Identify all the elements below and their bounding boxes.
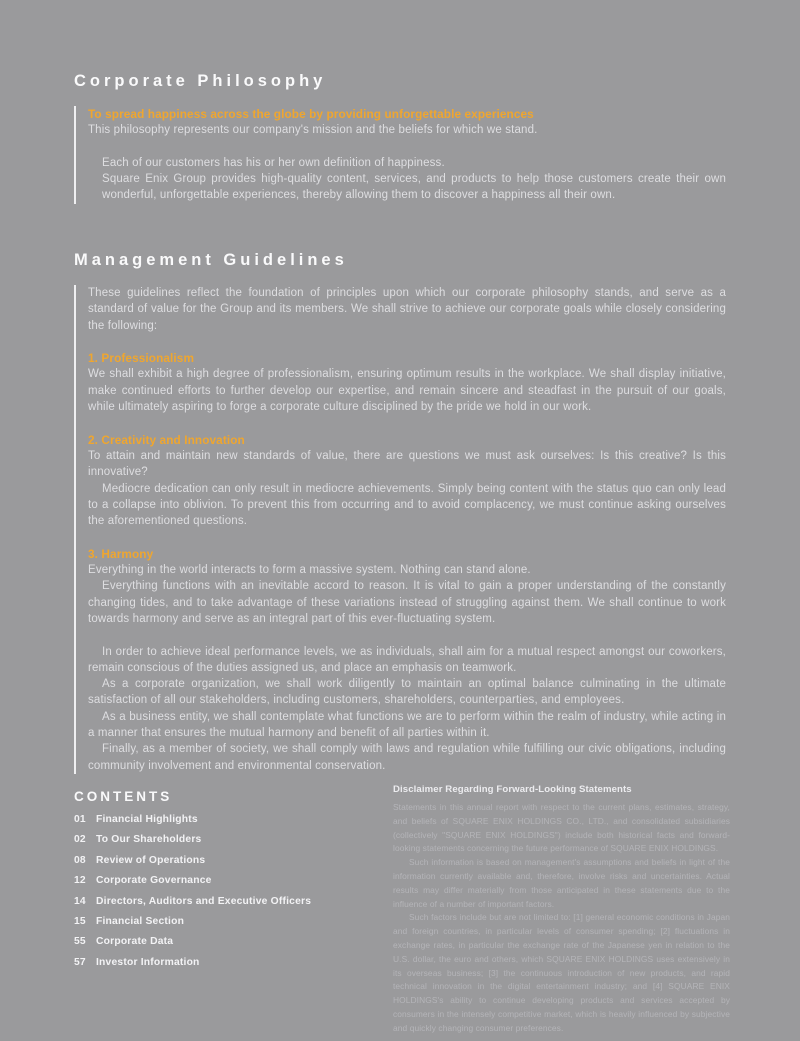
contents-item-label: Investor Information	[96, 956, 200, 968]
contents-item-label: Financial Highlights	[96, 814, 198, 825]
guideline-section-professionalism	[88, 350, 726, 415]
contents-item	[74, 875, 311, 895]
contents-section	[74, 789, 311, 977]
contents-item	[74, 814, 311, 834]
disclaimer-body	[393, 801, 730, 1036]
guideline-section-creativity	[88, 432, 726, 530]
contents-item-label: Financial Section	[96, 915, 185, 927]
guideline-paragraph: Everything in the world interacts to form a massive system. Nothing can stand alone.	[88, 564, 531, 577]
contents-item-page-number: 57	[74, 956, 86, 968]
disclaimer-section	[393, 784, 730, 1036]
disclaimer-title: Disclaimer Regarding Forward-Looking Statements	[393, 784, 632, 795]
contents-item-label: Corporate Governance	[96, 875, 212, 887]
corporate-philosophy-title: Corporate Philosophy	[74, 72, 327, 90]
disclaimer-paragraph: Such factors include but are not limited to: [1] general economic conditions in Japan and foreign countries, in particular levels of consumer spending; [2] fluctuations in exchange rates, in particular the exchange rate of the Japanese yen in relation to the U.S. dollar, the euro and others, which SQUARE ENIX HOLDINGS uses extensively in its overseas business; [3] the continuous introduction of new products, and rapid technical innovation in the digital entertainment industry; and [4] SQUARE ENIX HOLDINGS's ability to continue developing products and services accepted by consumers in the intensely competitive market, which is heavily influenced by subjective and quickly changing consumer preferences.	[393, 912, 730, 1033]
contents-item-page-number: 14	[74, 895, 86, 907]
guideline-paragraph: To attain and maintain new standards of value, there are questions we must ask ourselves: Is this creative? Is this innovative?	[88, 449, 726, 479]
corporate-philosophy-block	[74, 106, 726, 204]
contents-item-label: Review of Operations	[96, 854, 206, 866]
philosophy-body-line: Square Enix Group provides high-quality content, services, and products to help those customers create their own wonderful, unforgettable experiences, thereby allowing them to discover a happiness all their own.	[102, 173, 726, 202]
guideline-paragraph: Mediocre dedication can only result in mediocre achievements. Simply being content with the status quo can only lead to a collapse into oblivion. To prevent this from occurring and to avoid complacency, we must continue asking ourselves the aforementioned questions.	[88, 482, 726, 528]
guideline-paragraph: We shall exhibit a high degree of professionalism, ensuring optimum results in the workplace. We shall display initiative, make continued efforts to further develop our expertise, and remain sincere and steadfast in the pursuit of our goals, while ultimately aspiring to forge a corporate culture disciplined by the pride we hold in our work.	[88, 368, 726, 414]
philosophy-body-line: Each of our customers has his or her own definition of happiness.	[102, 156, 445, 169]
management-guidelines-block	[74, 285, 726, 774]
contents-item	[74, 916, 311, 936]
guideline-paragraph: Everything functions with an inevitable accord to reason. It is vital to gain a proper understanding of the constantly changing tides, and to take advantage of these variations instead of struggling against them. We shall continue to work towards harmony and serve as an integral part of this ever-fluctuating system.	[88, 580, 726, 625]
contents-item-label: Corporate Data	[96, 936, 174, 948]
contents-item-page-number: 55	[74, 936, 86, 948]
contents-list	[74, 814, 311, 977]
guideline-heading: 1. Professionalism	[88, 351, 195, 366]
philosophy-tagline: To spread happiness across the globe by providing unforgettable experiences	[88, 107, 534, 121]
contents-item	[74, 936, 311, 956]
contents-item-label: To Our Shareholders	[96, 834, 202, 846]
contents-item	[74, 855, 311, 875]
management-guidelines-title: Management Guidelines	[74, 251, 348, 269]
guideline-heading: 3. Harmony	[88, 546, 154, 561]
philosophy-body	[102, 155, 726, 204]
contents-item	[74, 957, 311, 977]
guidelines-closing-paragraph: In order to achieve ideal performance levels, we as individuals, shall aim for a mutual respect amongst our coworkers, remain conscious of the duties assigned us, and place an emphasis on teamwork.	[88, 645, 726, 674]
guidelines-intro: These guidelines reflect the foundation of principles upon which our corporate philosophy stands, and serve as a standard of value for the Group and its members. We shall strive to achieve our corporate goals while closely considering the following:	[88, 287, 726, 332]
contents-item-page-number: 12	[74, 875, 86, 887]
contents-item-page-number: 15	[74, 915, 86, 927]
contents-item-page-number: 08	[74, 854, 86, 866]
guideline-section-harmony	[88, 546, 726, 627]
contents-item-page-number: 01	[74, 814, 86, 825]
contents-title: CONTENTS	[74, 789, 173, 804]
disclaimer-paragraph: Statements in this annual report with respect to the current plans, estimates, strategy, and beliefs of SQUARE ENIX HOLDINGS CO., LTD., and consolidated subsidiaries (collectively "SQUARE ENIX HOLDINGS") include both historical facts and forward-looking statements concerning the future performance of SQUARE ENIX HOLDINGS.	[393, 802, 730, 854]
guidelines-closing	[88, 644, 726, 774]
disclaimer-paragraph: Such information is based on management's assumptions and beliefs in light of the information currently available and, therefore, involve risks and uncertainties. Actual results may differ materially from those anticipated in these statements due to the influence of a number of important factors.	[393, 857, 730, 909]
philosophy-subtitle: This philosophy represents our company's mission and the beliefs for which we stand.	[88, 124, 538, 137]
contents-item-page-number: 02	[74, 834, 86, 846]
guidelines-closing-paragraph: Finally, as a member of society, we shall comply with laws and regulation while fulfilling our civic obligations, including community involvement and environmental conservation.	[88, 743, 726, 772]
guidelines-closing-paragraph: As a business entity, we shall contemplate what functions we are to perform within the realm of industry, while acting in a manner that ensures the mutual harmony and benefit of all parties within it.	[88, 710, 726, 740]
guideline-heading: 2. Creativity and Innovation	[88, 432, 245, 447]
contents-item-label: Directors, Auditors and Executive Officers	[96, 895, 312, 907]
contents-item	[74, 896, 311, 916]
contents-item	[74, 834, 311, 854]
guidelines-closing-paragraph: As a corporate organization, we shall work diligently to maintain an optimal balance culminating in the ultimate satisfaction of all our stakeholders, including customers, shareholders, counterparties, and employees.	[88, 678, 726, 707]
